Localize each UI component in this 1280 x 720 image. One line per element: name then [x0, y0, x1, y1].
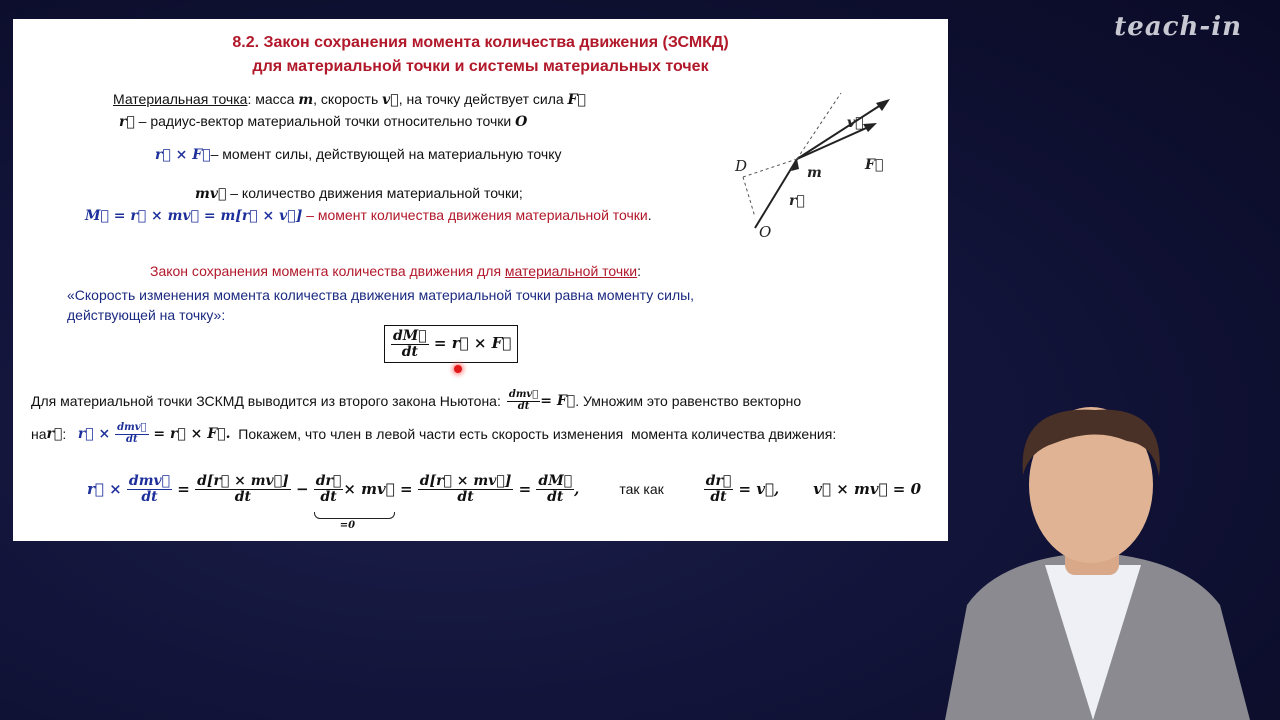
law-heading-underlined: материальной точки — [504, 263, 638, 279]
eq-minus: − — [290, 480, 314, 498]
intro-line — [113, 91, 586, 108]
derivation2-rhs: = r⃗ × F⃗. — [148, 426, 231, 442]
origin-symbol: O — [515, 114, 528, 130]
eq-lhs-prefix: r⃗ × — [87, 480, 127, 498]
eq-f2-num: d[r⃗ × mv⃗] — [197, 472, 289, 489]
moment-force-line — [155, 146, 561, 163]
underbrace-zero-label: =0 — [339, 519, 356, 531]
angular-momentum-end: . — [647, 207, 652, 223]
underbrace — [314, 512, 395, 519]
eq-fraction-6 — [704, 474, 734, 504]
derivation2-colon: : — [62, 426, 78, 442]
eq-fraction-1 — [127, 474, 172, 504]
label-r: r⃗ — [789, 193, 805, 209]
eq-f2-den: dt — [234, 488, 252, 505]
vector-diagram — [713, 85, 913, 245]
eq-underbraced-term — [314, 472, 395, 531]
moment-force-text: – момент силы, действующей на материальную точку — [210, 146, 562, 162]
perpendicular-line — [743, 177, 755, 217]
angular-momentum-formula: M⃗ = r⃗ × mv⃗ = m[r⃗ × v⃗] — [85, 208, 303, 224]
force-symbol: F⃗ — [567, 92, 586, 108]
eq-f5-num: dM⃗ — [538, 472, 573, 489]
derivation2-text: Покажем, что член в левой части есть скорость изменения момента количества движения: — [230, 426, 837, 442]
derivation2-r: r⃗ — [46, 426, 63, 442]
derivation-text-a: Для материальной точки ЗСКМД выводится из второго закона Ньютона: — [31, 393, 501, 409]
angular-momentum-line — [85, 207, 652, 224]
newton-fraction-den: dt — [517, 400, 530, 412]
boxed-formula — [384, 325, 518, 363]
angular-momentum-text: – момент количества движения материальной точки — [302, 207, 648, 223]
eq-equals-1: = — [172, 480, 196, 498]
eq-comma: , — [574, 480, 580, 498]
eq-f1-num: dmv⃗ — [128, 472, 171, 489]
velocity-vector-line — [797, 101, 887, 159]
momentum-text: – количество движения материальной точки; — [226, 185, 523, 201]
intro-mass-text: : масса — [247, 91, 299, 107]
lecture-slide — [13, 19, 948, 541]
newton-fraction — [507, 390, 540, 412]
eq-since-text: так как — [619, 481, 664, 497]
quote-line2: действующей на точку»: — [67, 307, 226, 323]
laser-pointer-dot — [454, 365, 462, 373]
label-F: F⃗ — [865, 157, 884, 173]
label-D: D — [735, 157, 748, 175]
boxed-formula-num: dM⃗ — [393, 328, 427, 344]
eq-f3-tail: × mv⃗ — [343, 480, 395, 498]
eq-f5-den: dt — [547, 488, 564, 505]
eq-equals-2: = — [394, 480, 418, 498]
eq-f3-num: dr⃗ — [315, 472, 342, 489]
velocity-symbol: v⃗ — [382, 92, 399, 108]
boxed-formula-rhs: = r⃗ × F⃗ — [433, 334, 512, 353]
main-equation — [87, 465, 922, 531]
eq-f3-den: dt — [320, 488, 337, 505]
mass-symbol: m — [298, 92, 314, 108]
radius-text: – радиус-вектор материальной точки относительно точки — [134, 113, 516, 129]
slide-title-line1: 8.2. Закон сохранения момента количества движения (ЗСМКД) — [232, 34, 729, 51]
eq-f1-den: dt — [141, 488, 158, 505]
derivation2-fraction-den: dt — [126, 433, 138, 445]
label-O: O — [759, 223, 772, 241]
velocity-arrowhead — [876, 99, 890, 111]
law-heading-colon: : — [637, 263, 642, 279]
eq-fraction-4 — [418, 474, 514, 504]
eq-f4-den: dt — [457, 488, 474, 505]
derivation2-fraction-num: dmv⃗ — [117, 422, 147, 433]
derivation-line1 — [31, 385, 801, 417]
derivation2-prefix: на — [31, 426, 47, 442]
derivation2-lhs: r⃗ × — [77, 426, 116, 442]
eq-f6-num: dr⃗ — [705, 472, 732, 489]
law-heading — [150, 263, 641, 279]
label-m: m — [807, 165, 822, 181]
lever-arm-line — [743, 159, 797, 177]
newton-rhs: = F⃗ — [540, 393, 576, 409]
eq-fraction-5 — [536, 474, 574, 504]
teach-in-watermark: teach-in — [1114, 12, 1242, 42]
radius-line — [119, 113, 527, 130]
label-v: v⃗ — [847, 115, 864, 131]
boxed-formula-fraction — [391, 329, 429, 359]
momentum-line — [195, 185, 523, 202]
momentum-formula: mv⃗ — [195, 186, 227, 202]
intro-force-text: , на точку действует сила — [398, 91, 568, 107]
derivation-text-b: . Умножим это равенство векторно — [575, 393, 802, 409]
derivation-line2 — [31, 417, 836, 451]
eq-f4-num: d[r⃗ × mv⃗] — [419, 472, 512, 489]
eq-final: v⃗ × mv⃗ = 0 — [813, 480, 922, 498]
eq-fraction-2 — [195, 474, 291, 504]
slide-title-line2: для материальной точки и системы материальных точек — [252, 58, 709, 75]
eq-f6-tail: = v⃗, — [733, 480, 780, 498]
presenter-video — [905, 405, 1280, 720]
law-heading-text: Закон сохранения момента количества движения для — [150, 263, 505, 279]
quote-line1: «Скорость изменения момента количества движения материальной точки равна моменту силы, — [67, 287, 695, 303]
derivation2-fraction — [115, 423, 148, 445]
eq-f6-den: dt — [710, 488, 727, 505]
boxed-formula-den: dt — [401, 343, 418, 360]
intro-label: Материальная точка — [113, 91, 248, 107]
intro-velocity-text: , скорость — [313, 91, 383, 107]
eq-equals-3: = — [513, 480, 537, 498]
eq-fraction-3 — [314, 474, 344, 504]
radius-symbol: r⃗ — [119, 114, 135, 130]
newton-fraction-num: dmv⃗ — [508, 389, 539, 400]
moment-force-formula: r⃗ × F⃗ — [155, 147, 211, 163]
